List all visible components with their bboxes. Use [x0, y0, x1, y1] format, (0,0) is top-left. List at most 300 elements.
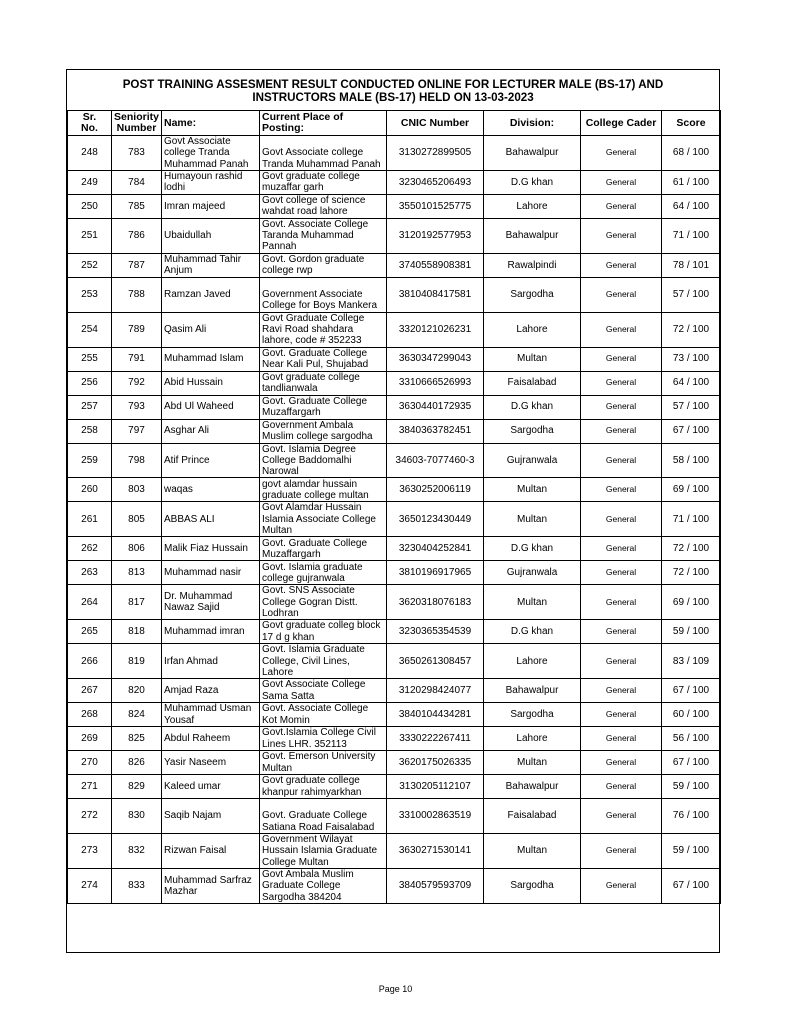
posting-cell: [260, 371, 387, 395]
posting-cell-line: Pannah: [262, 241, 297, 253]
posting-cell-line: Govt Associate College: [262, 679, 366, 691]
name-cell-line: Ubaidullah: [164, 230, 212, 242]
cader-cell: General: [581, 537, 662, 561]
posting-cell-line: govt alamdar hussain: [262, 478, 358, 490]
sr-cell: 268: [68, 703, 112, 727]
posting-cell-line: Islamia Associate College: [262, 513, 376, 525]
posting-cell-line: wahdat road lahore: [262, 206, 348, 218]
posting-cell: [260, 347, 387, 371]
posting-cell-line: khanpur rahimyarkhan: [262, 786, 362, 798]
posting-cell: [260, 620, 387, 644]
header-division: Division:: [484, 111, 581, 136]
header-sr: Sr. No.: [68, 111, 112, 136]
score-cell: 71 / 100: [662, 502, 721, 537]
seniority-cell: 819: [112, 644, 162, 679]
posting-cell-line: Lahore: [262, 666, 294, 678]
seniority-cell: 825: [112, 727, 162, 751]
posting-cell-line: Multan: [262, 525, 293, 537]
name-cell-line: Humayoun rashid: [164, 171, 243, 183]
score-cell: 57 / 100: [662, 395, 721, 419]
cnic-cell: 3630252006119: [387, 478, 484, 502]
title-line-1: POST TRAINING ASSESMENT RESULT CONDUCTED ONLINE FOR LECTURER MALE (BS-17) AND: [122, 78, 664, 91]
posting-cell-line: Govt. Graduate College: [262, 537, 368, 549]
seniority-cell: 806: [112, 537, 162, 561]
table-row: [68, 537, 721, 561]
division-cell: Multan: [484, 502, 581, 537]
sr-cell: 269: [68, 727, 112, 751]
score-cell: 56 / 100: [662, 727, 721, 751]
score-cell: 68 / 100: [662, 136, 721, 171]
posting-cell-line: Govt graduate colleg block: [262, 620, 381, 632]
cnic-cell: 3630440172935: [387, 395, 484, 419]
sr-cell: 266: [68, 644, 112, 679]
cader-cell: General: [581, 703, 662, 727]
seniority-cell: 832: [112, 834, 162, 869]
cnic-cell: 3740558908381: [387, 253, 484, 277]
name-cell: [162, 834, 260, 869]
score-cell: 76 / 100: [662, 799, 721, 834]
cader-cell: General: [581, 395, 662, 419]
score-cell: 72 / 100: [662, 561, 721, 585]
name-cell: [162, 170, 260, 194]
seniority-cell: 830: [112, 799, 162, 834]
posting-cell-line: Near Kali Pul, Shujabad: [262, 359, 369, 371]
posting-cell: [260, 218, 387, 253]
sr-cell: 257: [68, 395, 112, 419]
header-score: Score: [662, 111, 721, 136]
name-cell: [162, 679, 260, 703]
table-row: [68, 419, 721, 443]
name-cell-line: Abd Ul Waheed: [164, 401, 234, 413]
sr-cell: 262: [68, 537, 112, 561]
division-cell: Sargodha: [484, 868, 581, 903]
cader-cell: General: [581, 561, 662, 585]
table-row: [68, 194, 721, 218]
table-row: [68, 253, 721, 277]
name-cell-line: Muhammad Tahir: [164, 253, 242, 265]
posting-cell-line: Govt graduate college: [262, 171, 360, 183]
division-cell: Multan: [484, 585, 581, 620]
table-row: [68, 136, 721, 171]
posting-cell-line: Govt graduate college: [262, 371, 360, 383]
name-cell: [162, 443, 260, 478]
seniority-cell: 824: [112, 703, 162, 727]
score-cell: 57 / 100: [662, 277, 721, 312]
cnic-cell: 3840363782451: [387, 419, 484, 443]
cnic-cell: 3810408417581: [387, 277, 484, 312]
seniority-cell: 805: [112, 502, 162, 537]
cader-cell: General: [581, 585, 662, 620]
seniority-cell: 789: [112, 312, 162, 347]
cnic-cell: 3620175026335: [387, 751, 484, 775]
name-cell-line: Irfan Ahmad: [164, 655, 218, 667]
cader-cell: General: [581, 727, 662, 751]
score-cell: 73 / 100: [662, 347, 721, 371]
name-cell-line: Nawaz Sajid: [164, 602, 220, 614]
sr-cell: 264: [68, 585, 112, 620]
posting-cell-line: Govt. Graduate College: [262, 395, 368, 407]
posting-cell-line: tandlianwala: [262, 383, 318, 395]
posting-cell-line: graduate college multan: [262, 489, 369, 501]
name-cell: [162, 644, 260, 679]
posting-cell-line: Govt. Graduate College: [262, 347, 368, 359]
posting-cell: [260, 703, 387, 727]
score-cell: 72 / 100: [662, 312, 721, 347]
name-cell: [162, 419, 260, 443]
score-cell: 71 / 100: [662, 218, 721, 253]
posting-cell-line: 17 d g khan: [262, 631, 315, 643]
name-cell-line: Saqib Najam: [164, 810, 222, 822]
table-row: [68, 218, 721, 253]
division-cell: Bahawalpur: [484, 218, 581, 253]
posting-cell-line: Multan: [262, 762, 293, 774]
name-cell: [162, 478, 260, 502]
name-cell: [162, 868, 260, 903]
posting-cell-line: college gujranwala: [262, 572, 345, 584]
name-cell: [162, 727, 260, 751]
cnic-cell: 3230465206493: [387, 170, 484, 194]
cader-cell: General: [581, 371, 662, 395]
seniority-cell: 788: [112, 277, 162, 312]
division-cell: Bahawalpur: [484, 679, 581, 703]
posting-cell: [260, 834, 387, 869]
posting-cell-line: Narowal: [262, 466, 299, 478]
cnic-cell: 3650261308457: [387, 644, 484, 679]
cader-cell: General: [581, 218, 662, 253]
cader-cell: General: [581, 799, 662, 834]
division-cell: Lahore: [484, 194, 581, 218]
score-cell: 59 / 100: [662, 775, 721, 799]
division-cell: Sargodha: [484, 419, 581, 443]
division-cell: Lahore: [484, 312, 581, 347]
cnic-cell: 3230404252841: [387, 537, 484, 561]
division-cell: Multan: [484, 478, 581, 502]
header-cader: College Cader: [581, 111, 662, 136]
seniority-cell: 798: [112, 443, 162, 478]
score-cell: 69 / 100: [662, 478, 721, 502]
seniority-cell: 833: [112, 868, 162, 903]
seniority-cell: 826: [112, 751, 162, 775]
name-cell: [162, 751, 260, 775]
name-cell-line: Muhammad Panah: [164, 158, 249, 170]
posting-cell-line: Kot Momin: [262, 714, 310, 726]
cader-cell: General: [581, 170, 662, 194]
table-row: [68, 751, 721, 775]
sr-cell: 255: [68, 347, 112, 371]
posting-cell-line: Lines LHR. 352113: [262, 738, 347, 750]
posting-cell-line: Muzaffargarh: [262, 548, 321, 560]
division-cell: Bahawalpur: [484, 775, 581, 799]
posting-cell-line: [262, 799, 384, 810]
cnic-cell: 3630347299043: [387, 347, 484, 371]
seniority-cell: 797: [112, 419, 162, 443]
sr-cell: 251: [68, 218, 112, 253]
posting-cell: [260, 136, 387, 171]
table-body: [68, 136, 721, 904]
table-row: [68, 478, 721, 502]
seniority-cell: 793: [112, 395, 162, 419]
posting-cell-line: College, Civil Lines,: [262, 655, 350, 667]
sr-cell: 253: [68, 277, 112, 312]
name-cell: [162, 312, 260, 347]
name-cell-line: college Tranda: [164, 147, 230, 159]
posting-cell: [260, 253, 387, 277]
cader-cell: General: [581, 347, 662, 371]
cnic-cell: 3840104434281: [387, 703, 484, 727]
division-cell: Lahore: [484, 727, 581, 751]
name-cell: [162, 253, 260, 277]
seniority-cell: 791: [112, 347, 162, 371]
name-cell: [162, 561, 260, 585]
table-row: [68, 620, 721, 644]
division-cell: D.G khan: [484, 537, 581, 561]
score-cell: 59 / 100: [662, 620, 721, 644]
cnic-cell: 3330222267411: [387, 727, 484, 751]
posting-cell-line: Graduate College: [262, 880, 341, 892]
score-cell: 58 / 100: [662, 443, 721, 478]
posting-cell-line: Hussain Islamia Graduate: [262, 845, 378, 857]
sr-cell: 254: [68, 312, 112, 347]
score-cell: 61 / 100: [662, 170, 721, 194]
table-row: [68, 277, 721, 312]
division-cell: Bahawalpur: [484, 136, 581, 171]
posting-cell: [260, 561, 387, 585]
cnic-cell: 3650123430449: [387, 502, 484, 537]
name-cell-line: Abdul Raheem: [164, 732, 231, 744]
cader-cell: General: [581, 502, 662, 537]
table-row: [68, 395, 721, 419]
score-cell: 67 / 100: [662, 679, 721, 703]
table-row: [68, 727, 721, 751]
results-table: [67, 110, 721, 904]
score-cell: 72 / 100: [662, 537, 721, 561]
name-cell-line: Muhammad Usman: [164, 703, 252, 715]
posting-cell-line: lahore, code # 352233: [262, 335, 362, 347]
posting-cell: [260, 502, 387, 537]
name-cell: [162, 136, 260, 171]
title-line-2: INSTRUCTORS MALE (BS-17) HELD ON 13-03-2023: [252, 91, 534, 104]
cader-cell: General: [581, 194, 662, 218]
table-row: [68, 703, 721, 727]
sr-cell: 270: [68, 751, 112, 775]
posting-cell-line: [262, 136, 384, 147]
score-cell: 67 / 100: [662, 868, 721, 903]
posting-cell-line: Govt. Islamia Degree: [262, 443, 356, 455]
posting-cell-line: Govt Ambala Muslim: [262, 868, 354, 880]
posting-cell-line: Govt college of science: [262, 195, 366, 207]
posting-cell: [260, 868, 387, 903]
table-row: [68, 644, 721, 679]
cnic-cell: 3810196917965: [387, 561, 484, 585]
name-cell: [162, 585, 260, 620]
name-cell: [162, 277, 260, 312]
name-cell-line: Muhammad Islam: [164, 353, 244, 365]
posting-cell: [260, 585, 387, 620]
posting-cell: [260, 775, 387, 799]
cnic-cell: 3310002863519: [387, 799, 484, 834]
posting-cell: [260, 751, 387, 775]
score-cell: 64 / 100: [662, 194, 721, 218]
name-cell-line: lodhi: [164, 182, 186, 194]
division-cell: Multan: [484, 751, 581, 775]
name-cell: [162, 218, 260, 253]
header-posting: Current Place of Posting:: [260, 111, 387, 136]
posting-cell-line: Satiana Road Faisalabad: [262, 821, 375, 833]
seniority-cell: 784: [112, 170, 162, 194]
score-cell: 78 / 101: [662, 253, 721, 277]
posting-cell-line: Govt. Emerson University: [262, 751, 376, 763]
name-cell-line: Muhammad Sarfraz: [164, 874, 252, 886]
sr-cell: 256: [68, 371, 112, 395]
score-cell: 83 / 109: [662, 644, 721, 679]
name-cell: [162, 194, 260, 218]
name-cell: [162, 799, 260, 834]
name-cell: [162, 537, 260, 561]
seniority-cell: 829: [112, 775, 162, 799]
posting-cell-line: muzaffar garh: [262, 182, 324, 194]
name-cell-line: Muhammad nasir: [164, 567, 242, 579]
posting-cell-line: Govt. Associate College: [262, 703, 369, 715]
division-cell: Lahore: [484, 644, 581, 679]
cnic-cell: 3840579593709: [387, 868, 484, 903]
table-row: [68, 585, 721, 620]
posting-cell: [260, 644, 387, 679]
posting-cell-line: Government Wilayat: [262, 834, 353, 846]
sr-cell: 250: [68, 194, 112, 218]
cnic-cell: 3310666526993: [387, 371, 484, 395]
posting-cell-line: Taranda Muhammad: [262, 230, 354, 242]
posting-cell: [260, 419, 387, 443]
cader-cell: General: [581, 679, 662, 703]
sr-cell: 265: [68, 620, 112, 644]
division-cell: D.G khan: [484, 170, 581, 194]
score-cell: 64 / 100: [662, 371, 721, 395]
sr-cell: 252: [68, 253, 112, 277]
document-title: [67, 78, 719, 104]
posting-cell-line: Govt. Gordon graduate: [262, 253, 365, 265]
sr-cell: 263: [68, 561, 112, 585]
cader-cell: General: [581, 751, 662, 775]
cnic-cell: 3620318076183: [387, 585, 484, 620]
seniority-cell: 785: [112, 194, 162, 218]
header-row: [68, 111, 721, 136]
posting-cell-line: Govt. Graduate College: [262, 810, 368, 822]
name-cell-line: Ramzan Javed: [164, 289, 231, 301]
name-cell: [162, 371, 260, 395]
cader-cell: General: [581, 868, 662, 903]
page-number: Page 10: [378, 984, 413, 994]
division-cell: D.G khan: [484, 620, 581, 644]
table-row: [68, 443, 721, 478]
name-cell: [162, 703, 260, 727]
division-cell: D.G khan: [484, 395, 581, 419]
table-row: [68, 561, 721, 585]
posting-cell-line: College Baddomalhi: [262, 454, 352, 466]
cnic-cell: 3550101525775: [387, 194, 484, 218]
posting-cell: [260, 727, 387, 751]
score-cell: 59 / 100: [662, 834, 721, 869]
sr-cell: 259: [68, 443, 112, 478]
cader-cell: General: [581, 478, 662, 502]
results-sheet: [66, 69, 720, 953]
cader-cell: General: [581, 419, 662, 443]
posting-cell-line: Govt. Islamia Graduate: [262, 644, 365, 656]
score-cell: 67 / 100: [662, 751, 721, 775]
cader-cell: General: [581, 136, 662, 171]
posting-cell-line: Lodhran: [262, 607, 299, 619]
posting-cell-line: Govt. Islamia graduate: [262, 561, 363, 573]
name-cell-line: Atif Prince: [164, 454, 210, 466]
header-seniority: Seniority Number: [112, 111, 162, 136]
name-cell-line: Govt Associate: [164, 136, 231, 147]
cnic-cell: 3630271530141: [387, 834, 484, 869]
posting-cell: [260, 537, 387, 561]
name-cell-line: ABBAS ALI: [164, 513, 215, 525]
posting-cell-line: Government Associate: [262, 289, 363, 301]
name-cell-line: Mazhar: [164, 885, 198, 897]
posting-cell-line: Govt. SNS Associate: [262, 585, 355, 597]
seniority-cell: 792: [112, 371, 162, 395]
division-cell: Sargodha: [484, 703, 581, 727]
name-cell-line: Asghar Ali: [164, 425, 210, 437]
score-cell: 60 / 100: [662, 703, 721, 727]
name-cell-line: Kaleed umar: [164, 780, 221, 792]
name-cell-line: Imran majeed: [164, 200, 226, 212]
posting-cell-line: Govt Graduate College: [262, 312, 365, 324]
score-cell: 67 / 100: [662, 419, 721, 443]
cnic-cell: 3130205112107: [387, 775, 484, 799]
posting-cell: [260, 679, 387, 703]
division-cell: Faisalabad: [484, 799, 581, 834]
seniority-cell: 786: [112, 218, 162, 253]
sr-cell: 260: [68, 478, 112, 502]
posting-cell-line: Govt graduate college: [262, 775, 360, 787]
name-cell-line: Muhammad imran: [164, 626, 245, 638]
cader-cell: General: [581, 312, 662, 347]
table-row: [68, 834, 721, 869]
table-row: [68, 502, 721, 537]
cnic-cell: 34603-7077460-3: [387, 443, 484, 478]
cnic-cell: 3230365354539: [387, 620, 484, 644]
posting-cell-line: Tranda Muhammad Panah: [262, 158, 381, 170]
name-cell-line: Anjum: [164, 265, 193, 277]
seniority-cell: 820: [112, 679, 162, 703]
division-cell: Rawalpindi: [484, 253, 581, 277]
cader-cell: General: [581, 277, 662, 312]
header-cnic: CNIC Number: [387, 111, 484, 136]
seniority-cell: 818: [112, 620, 162, 644]
name-cell: [162, 775, 260, 799]
table-row: [68, 312, 721, 347]
cnic-cell: 3120298424077: [387, 679, 484, 703]
sr-cell: 271: [68, 775, 112, 799]
name-cell: [162, 395, 260, 419]
header-name: Name:: [162, 111, 260, 136]
name-cell-line: Amjad Raza: [164, 684, 219, 696]
posting-cell-line: Muslim college sargodha: [262, 431, 373, 443]
posting-cell: [260, 443, 387, 478]
division-cell: Multan: [484, 347, 581, 371]
table-row: [68, 371, 721, 395]
score-cell: 69 / 100: [662, 585, 721, 620]
posting-cell: [260, 395, 387, 419]
sr-cell: 258: [68, 419, 112, 443]
table-row: [68, 170, 721, 194]
division-cell: Multan: [484, 834, 581, 869]
name-cell-line: Qasim Ali: [164, 323, 207, 335]
posting-cell-line: College for Boys Mankera: [262, 300, 378, 312]
cader-cell: General: [581, 834, 662, 869]
